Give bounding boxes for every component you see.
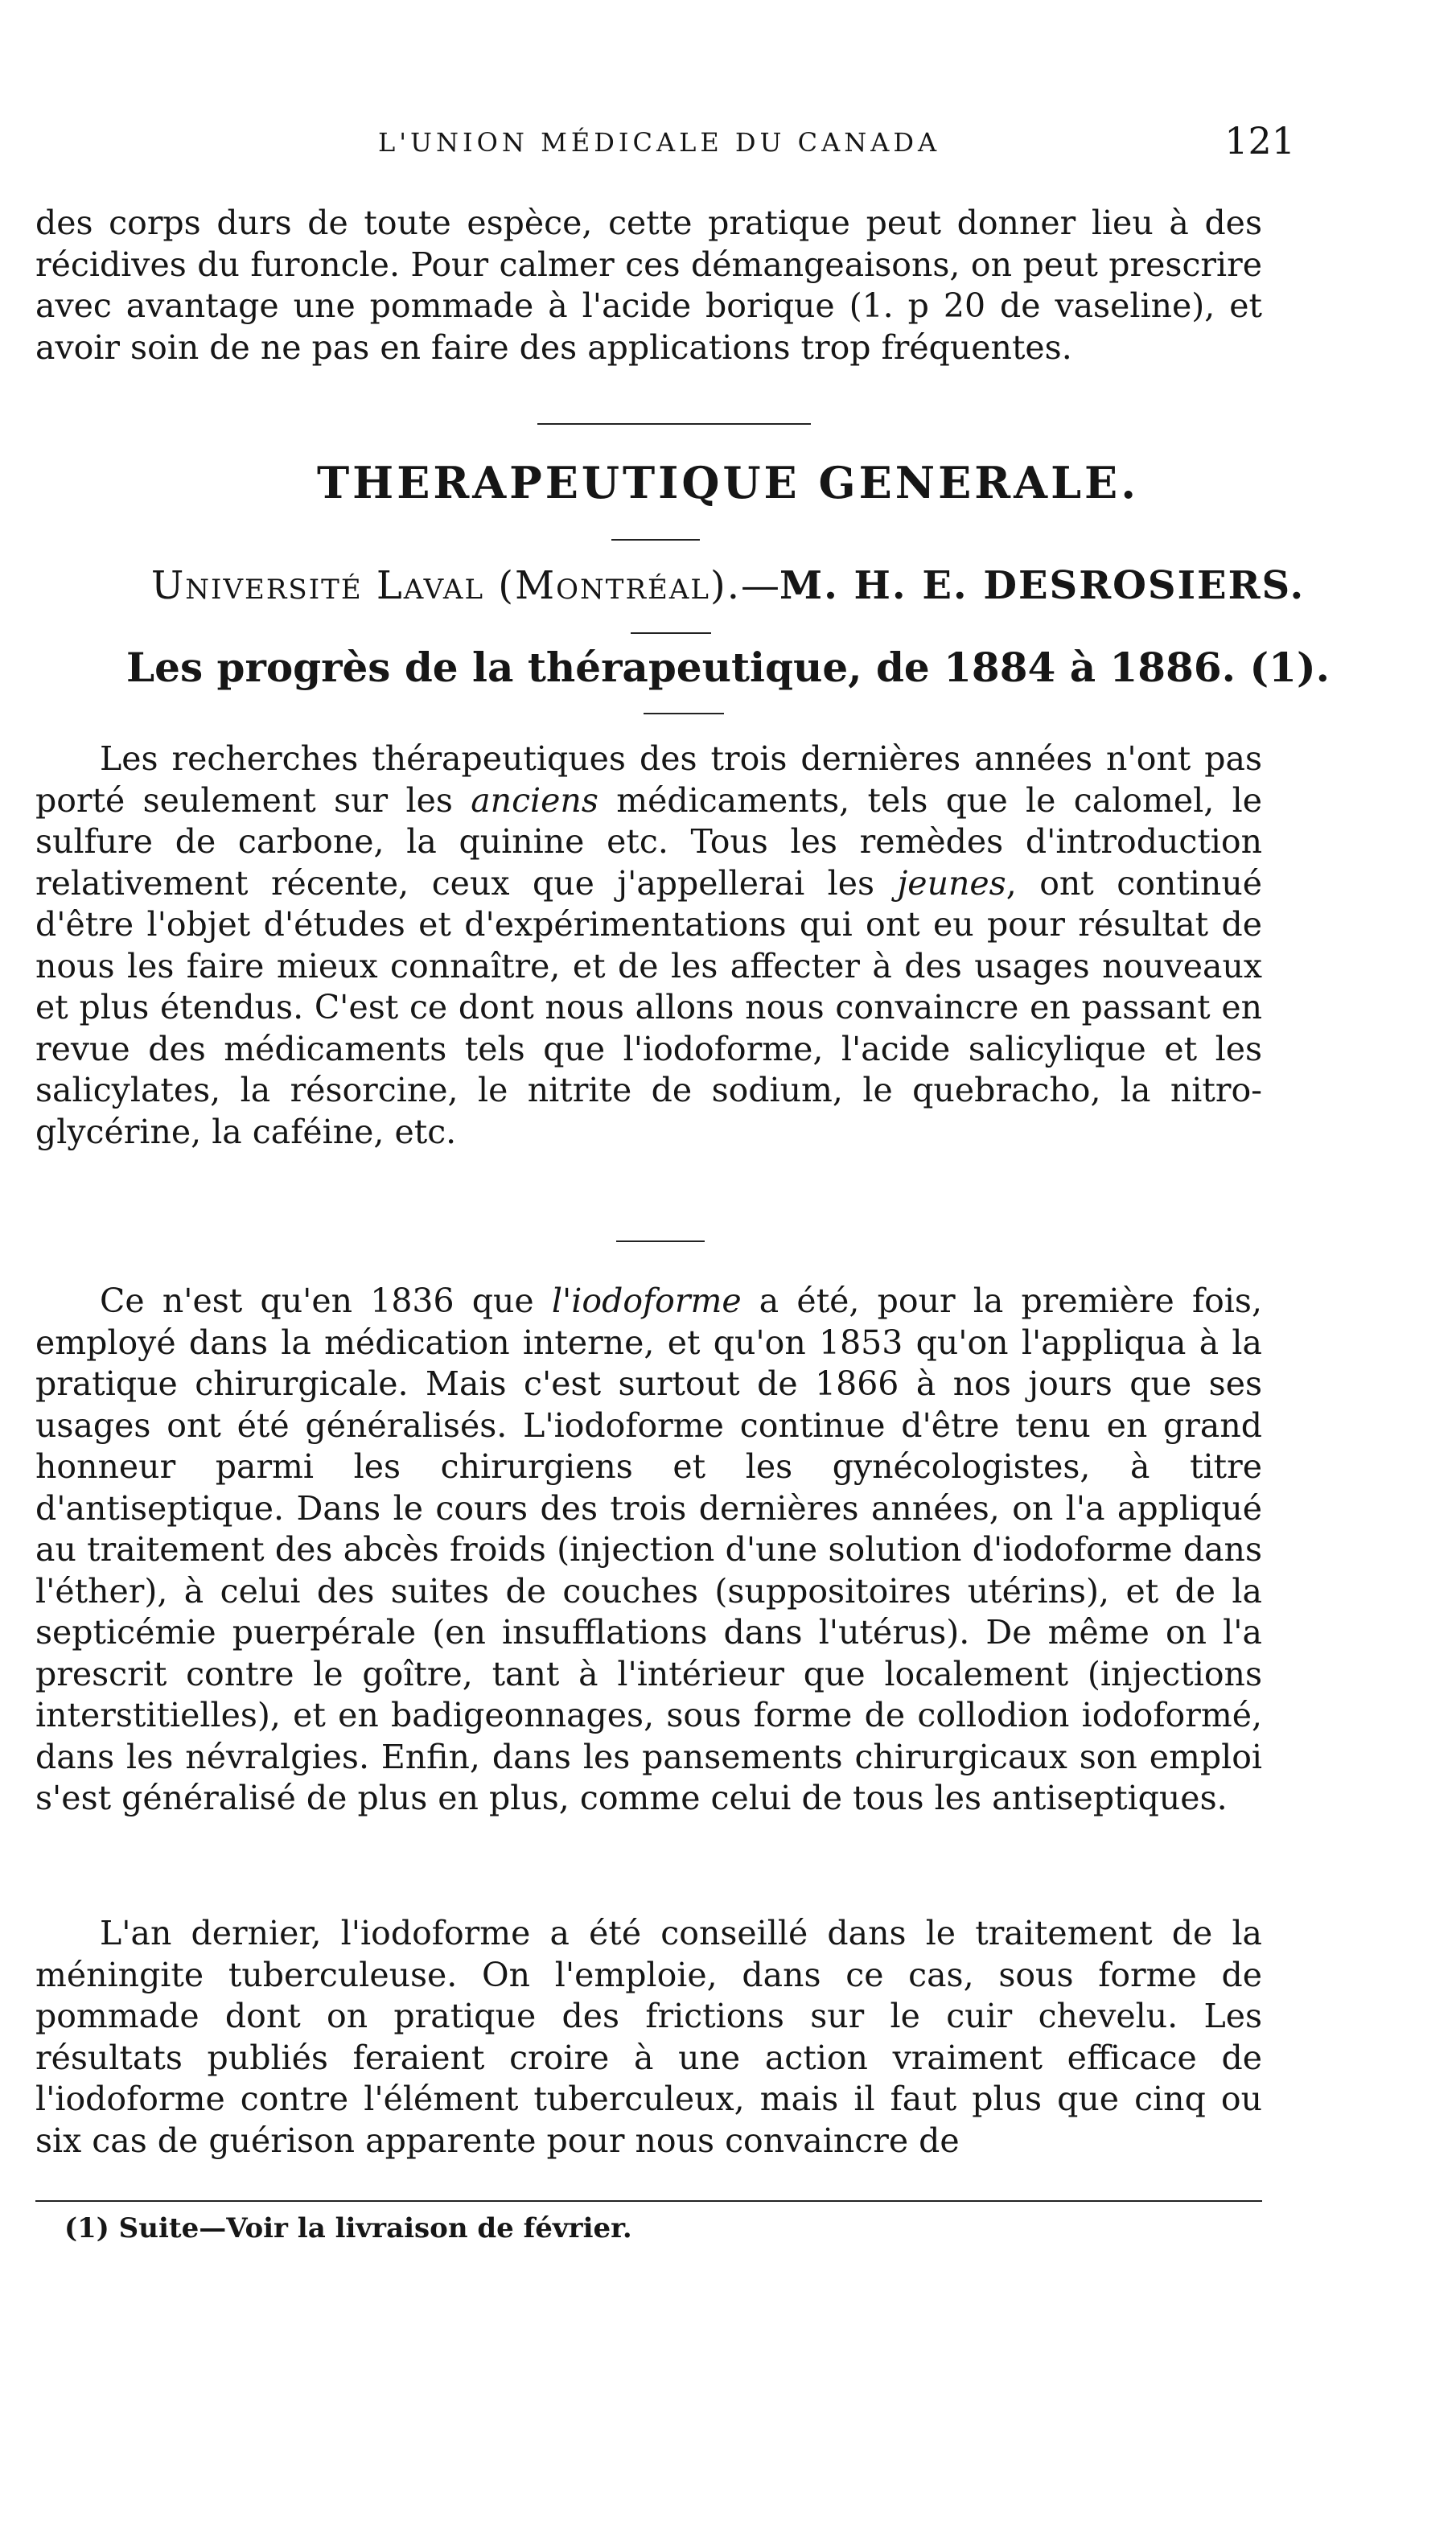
text-run: , ont continué d'être l'objet d'études et d'expérimentations qui ont eu pour résultat de nous les faire mieux connaître, et de les affecter à des usages nouveaux et plus étendus. C'est ce dont nous allons nous convaincre en passant en revue des médicaments tels que l'iodoforme, l'acide salicylique et les salicylates, la résorcine, le nitrite de sodium, le quebracho, la nitro-glycérine, la caféine, etc. — [35, 863, 1262, 1151]
byline-author: M. H. E. DESROSIERS. — [779, 563, 1306, 608]
separator-rule — [631, 632, 711, 634]
footnote-rule — [35, 2200, 1262, 2202]
separator-rule — [644, 713, 724, 714]
byline-institution: Université Laval (Montréal). — [150, 563, 741, 608]
text-run: Les recherches thérapeutiques des trois dernières années n'ont pas porté seulement sur les — [35, 739, 1262, 820]
italic-term: anciens — [471, 780, 598, 820]
body-paragraph — [35, 1281, 1262, 1820]
running-head — [0, 119, 1456, 167]
separator-rule — [611, 539, 700, 541]
italic-term: jeunes — [897, 863, 1006, 903]
journal-title: L'UNION MÉDICALE DU CANADA — [378, 127, 941, 158]
italic-term: l'iodoforme — [551, 1282, 742, 1320]
text-run: médicaments, tels que le calomel, le sulfure de carbone, la quinine etc. Tous les remèdes d'introduction relativement récente, ceux que j'appellerai les — [35, 780, 1262, 903]
separator-rule — [537, 423, 811, 425]
body-paragraph — [35, 738, 1262, 1153]
text-run: a été, pour la première fois, employé dans la médication interne, et qu'on 1853 qu'on l'appliqua à la pratique chirurgicale. Mais c'est surtout de 1866 à nos jours que ses usages ont été généralisés. L'iodoforme continue d'être tenu en grand honneur parmi les chirurgiens et les gynécologistes, à titre d'antiseptique. Dans le cours des trois dernières années, on l'a appliqué au traitement des abcès froids (injection d'une solution d'iodoforme dans l'éther), à celui des suites de couches (suppositoires utérins), et de la septicémie puerpérale (en insufflations dans l'utérus). De même on l'a prescrit contre le goître, tant à l'intérieur que localement (injections interstitielles), et en badigeonnages, sous forme de collodion iodoformé, dans les névralgies. Enfin, dans les pansements chirurgicaux son emploi s'est généralisé de plus en plus, comme celui de tous les antiseptiques. — [35, 1282, 1262, 1817]
byline — [0, 563, 1456, 608]
text-run: Ce n'est qu'en 1836 que — [100, 1282, 552, 1320]
section-title: THERAPEUTIQUE GENERALE. — [316, 457, 1140, 508]
separator-rule — [616, 1240, 705, 1242]
byline-dash: — — [741, 563, 779, 608]
body-paragraph: L'an dernier, l'iodoforme a été conseillé dans le traitement de la méningite tuberculeuse. On l'emploie, dans ce cas, sous forme de pommade dont on pratique des frictions sur le cuir chevelu. Les résultats publiés feraient croire à une action vraiment efficace de l'iodoforme contre l'élément tuberculeux, mais il faut plus que cinq ou six cas de guérison apparente pour nous convaincre de — [35, 1914, 1262, 2160]
footnote: (1) Suite—Voir la livraison de février. — [64, 2212, 632, 2244]
article-title: Les progrès de la thérapeutique, de 1884 à 1886. (1). — [125, 644, 1331, 691]
page-number: 121 — [1224, 119, 1295, 163]
continuation-paragraph: des corps durs de toute espèce, cette pratique peut donner lieu à des récidives du furoncle. Pour calmer ces démangeaisons, on peut prescrire avec avantage une pommade à l'acide borique (1. p 20 de vaseline), et avoir soin de ne pas en faire des applications trop fréquentes. — [35, 204, 1262, 367]
